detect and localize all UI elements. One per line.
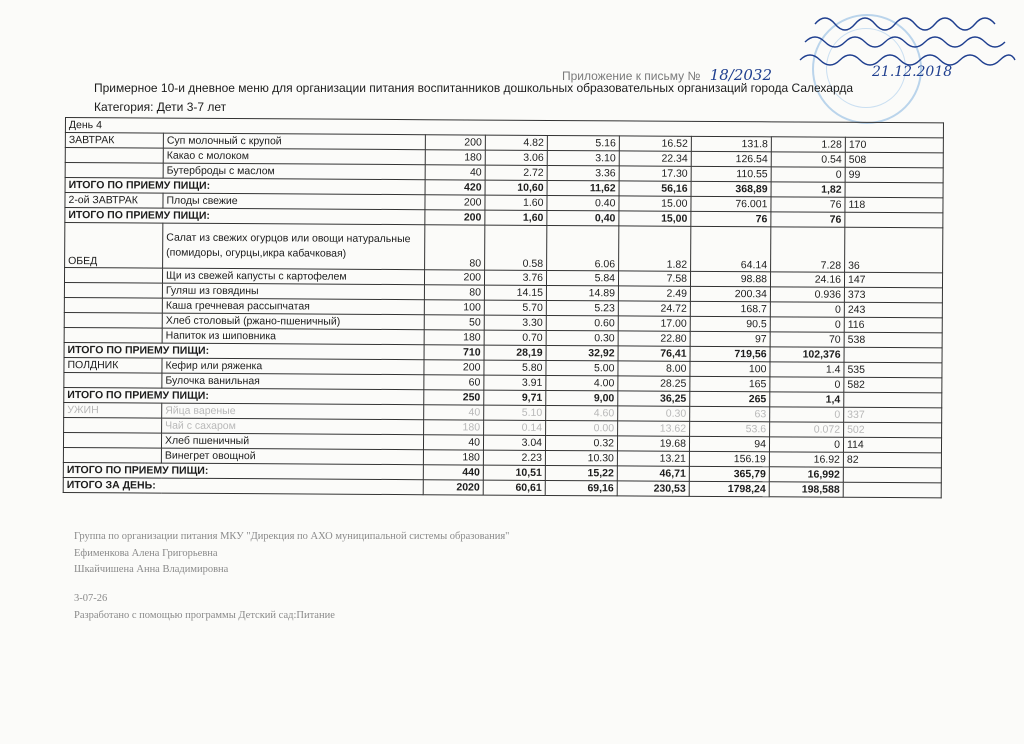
fats-value: 32,92 — [546, 345, 618, 360]
carbs-value: 2.49 — [618, 286, 690, 301]
portion-grams: 420 — [425, 180, 485, 195]
recipe-number: 114 — [843, 437, 941, 453]
fats-value: 5.84 — [546, 270, 618, 285]
meal-name: 2-ой ЗАВТРАК — [65, 193, 163, 209]
recipe-number: 508 — [845, 152, 943, 168]
recipe-number: 535 — [844, 362, 942, 378]
fats-value: 3.36 — [547, 165, 619, 180]
recipe-number: 243 — [844, 302, 942, 318]
recipe-number: 337 — [844, 407, 942, 423]
dish-name: Каша гречневая рассыпчатая — [162, 298, 424, 315]
meal-name: УЖИН — [64, 402, 162, 418]
portion-grams: 100 — [424, 300, 484, 315]
meal-name — [64, 417, 162, 433]
recipe-number: 147 — [844, 272, 942, 288]
fats-value: 6.06 — [547, 225, 619, 270]
dish-name: Бутерброды с маслом — [163, 163, 425, 180]
carbs-value: 15.00 — [619, 196, 691, 211]
carbs-value: 22.34 — [619, 151, 691, 166]
proteins-value: 3.30 — [484, 315, 546, 330]
carbs-value: 1.82 — [619, 226, 691, 271]
carbs-value: 16.52 — [619, 136, 691, 151]
portion-grams: 200 — [425, 210, 485, 225]
meal-total-label: ИТОГО ПО ПРИЕМУ ПИЩИ: — [65, 178, 425, 195]
dish-name: Какао с молоком — [163, 148, 425, 165]
recipe-number: 82 — [843, 452, 941, 468]
portion-grams: 80 — [425, 225, 485, 270]
proteins-value: 4.82 — [485, 135, 547, 150]
fats-value: 9,00 — [546, 390, 618, 405]
proteins-value: 10,51 — [483, 465, 545, 480]
recipe-number: 116 — [844, 317, 942, 333]
recipe-number — [843, 482, 941, 498]
proteins-value: 5.80 — [484, 360, 546, 375]
proteins-value: 3.91 — [484, 375, 546, 390]
fats-value: 5.23 — [546, 300, 618, 315]
energy-value: 94 — [689, 436, 769, 451]
portion-grams: 60 — [424, 375, 484, 390]
proteins-value: 3.06 — [485, 150, 547, 165]
document-title: Примерное 10-и дневное меню для организации питания воспитанников дошкольных образовательных организаций города Салехарда — [94, 81, 854, 95]
recipe-number: 99 — [845, 167, 943, 183]
vitamin-c-value: 76 — [771, 197, 845, 212]
portion-grams: 40 — [424, 405, 484, 420]
carbs-value: 56,16 — [619, 181, 691, 196]
energy-value: 200.34 — [690, 286, 770, 301]
energy-value: 165 — [690, 376, 770, 391]
vitamin-c-value: 198,588 — [769, 482, 843, 497]
meal-name — [64, 282, 162, 298]
fats-value: 5.16 — [547, 135, 619, 150]
carbs-value: 15,00 — [619, 211, 691, 226]
dish-name: Гуляш из говядины — [162, 283, 424, 300]
footer-software: Разработано с помощью программы Детский сад:Питание — [74, 610, 335, 621]
proteins-value: 0.58 — [485, 225, 547, 270]
portion-grams: 180 — [425, 150, 485, 165]
meal-total-label: ИТОГО ПО ПРИЕМУ ПИЩИ: — [64, 387, 424, 404]
energy-value: 76 — [691, 211, 771, 226]
energy-value: 719,56 — [690, 346, 770, 361]
dish-name: Яйца вареные — [162, 403, 424, 420]
dish-name: Салат из свежих огурцов или овощи натуральные (помидоры, огурцы,икра кабачковая) — [163, 223, 425, 270]
meal-name: ОБЕД — [65, 223, 163, 269]
appendix-number-prefix: № — [687, 69, 701, 83]
portion-grams: 180 — [423, 450, 483, 465]
dish-name: Булочка ванильная — [162, 373, 424, 390]
meal-name — [64, 297, 162, 313]
proteins-value: 60,61 — [483, 480, 545, 495]
energy-value: 168.7 — [690, 301, 770, 316]
vitamin-c-value: 0.936 — [770, 287, 844, 302]
dish-name: Винегрет овощной — [161, 448, 423, 465]
vitamin-c-value: 1.4 — [770, 362, 844, 377]
portion-grams: 180 — [424, 420, 484, 435]
proteins-value: 10,60 — [485, 180, 547, 195]
carbs-value: 13.21 — [617, 451, 689, 466]
meal-name — [63, 432, 161, 448]
carbs-value: 13.62 — [618, 421, 690, 436]
menu-item-row — [65, 223, 943, 273]
portion-grams: 80 — [424, 285, 484, 300]
meal-name — [64, 312, 162, 328]
energy-value: 126.54 — [691, 151, 771, 166]
proteins-value: 9,71 — [484, 390, 546, 405]
carbs-value: 230,53 — [617, 481, 689, 496]
vitamin-c-value: 7.28 — [771, 227, 845, 272]
energy-value: 100 — [690, 361, 770, 376]
fats-value: 0.32 — [545, 435, 617, 450]
energy-value: 97 — [690, 331, 770, 346]
dish-name: Чай с сахаром — [162, 418, 424, 435]
energy-value: 53.6 — [690, 421, 770, 436]
portion-grams: 440 — [423, 465, 483, 480]
carbs-value: 76,41 — [618, 346, 690, 361]
menu-table — [63, 117, 944, 498]
carbs-value: 8.00 — [618, 361, 690, 376]
portion-grams: 200 — [424, 360, 484, 375]
meal-total-label: ИТОГО ПО ПРИЕМУ ПИЩИ: — [65, 208, 425, 225]
energy-value: 365,79 — [689, 466, 769, 481]
recipe-number: 170 — [845, 137, 943, 153]
day-label: День 4 — [65, 118, 943, 138]
recipe-number: 118 — [845, 197, 943, 213]
vitamin-c-value: 0 — [770, 302, 844, 317]
vitamin-c-value: 0.072 — [770, 422, 844, 437]
energy-value: 156.19 — [689, 451, 769, 466]
fats-value: 10.30 — [545, 450, 617, 465]
meal-name: ЗАВТРАК — [65, 133, 163, 149]
portion-grams: 200 — [425, 135, 485, 150]
fats-value: 0.00 — [546, 420, 618, 435]
dish-name: Хлеб столовый (ржано-пшеничный) — [162, 313, 424, 330]
portion-grams: 2020 — [423, 480, 483, 495]
dish-name: Хлеб пшеничный — [161, 433, 423, 450]
energy-value: 76.001 — [691, 196, 771, 211]
energy-value: 368,89 — [691, 181, 771, 196]
day-total-label: ИТОГО ЗА ДЕНЬ: — [63, 477, 423, 494]
vitamin-c-value: 16.92 — [769, 452, 843, 467]
fats-value: 15,22 — [545, 465, 617, 480]
portion-grams: 40 — [425, 165, 485, 180]
energy-value: 64.14 — [691, 226, 771, 271]
proteins-value: 0.70 — [484, 330, 546, 345]
fats-value: 0.60 — [546, 315, 618, 330]
carbs-value: 17.00 — [618, 316, 690, 331]
appendix-number: 18/2032 — [709, 66, 773, 84]
proteins-value: 5.10 — [484, 405, 546, 420]
carbs-value: 46,71 — [617, 466, 689, 481]
fats-value: 3.10 — [547, 150, 619, 165]
proteins-value: 5.70 — [484, 300, 546, 315]
energy-value: 110.55 — [691, 166, 771, 181]
meal-name — [64, 372, 162, 388]
energy-value: 265 — [690, 391, 770, 406]
carbs-value: 0.30 — [618, 406, 690, 421]
carbs-value: 36,25 — [618, 391, 690, 406]
footer-author-1: Ефименкова Алена Григорьевна — [74, 548, 218, 559]
portion-grams: 250 — [424, 390, 484, 405]
recipe-number: 582 — [844, 377, 942, 393]
fats-value: 0.30 — [546, 330, 618, 345]
vitamin-c-value: 0 — [770, 407, 844, 422]
fats-value: 5.00 — [546, 360, 618, 375]
meal-name: ПОЛДНИК — [64, 357, 162, 373]
vitamin-c-value: 70 — [770, 332, 844, 347]
recipe-number — [844, 347, 942, 363]
vitamin-c-value: 16,992 — [769, 467, 843, 482]
recipe-number — [845, 182, 943, 198]
recipe-number: 538 — [844, 332, 942, 348]
meal-name — [63, 447, 161, 463]
fats-value: 4.00 — [546, 375, 618, 390]
portion-grams: 200 — [425, 195, 485, 210]
proteins-value: 14.15 — [484, 285, 546, 300]
meal-name — [64, 327, 162, 343]
proteins-value: 2.23 — [483, 450, 545, 465]
recipe-number — [844, 392, 942, 408]
dish-name: Напиток из шиповника — [162, 328, 424, 345]
recipe-number — [843, 467, 941, 483]
proteins-value: 1,60 — [485, 210, 547, 225]
portion-grams: 710 — [424, 345, 484, 360]
proteins-value: 1.60 — [485, 195, 547, 210]
portion-grams: 180 — [424, 330, 484, 345]
portion-grams: 40 — [423, 435, 483, 450]
recipe-number: 36 — [845, 227, 943, 273]
vitamin-c-value: 0 — [769, 437, 843, 452]
vitamin-c-value: 24.16 — [770, 272, 844, 287]
vitamin-c-value: 1,82 — [771, 182, 845, 197]
carbs-value: 19.68 — [617, 436, 689, 451]
energy-value: 131.8 — [691, 136, 771, 151]
vitamin-c-value: 0 — [770, 317, 844, 332]
footer-phone: 3-07-26 — [74, 593, 108, 604]
dish-name: Суп молочный с крупой — [163, 133, 425, 150]
vitamin-c-value: 76 — [771, 212, 845, 227]
carbs-value: 28.25 — [618, 376, 690, 391]
vitamin-c-value: 1,4 — [770, 392, 844, 407]
meal-name — [65, 148, 163, 164]
proteins-value: 0.14 — [484, 420, 546, 435]
dish-name: Кефир или ряженка — [162, 358, 424, 375]
footer-author-2: Шкайчишена Анна Владимировна — [74, 564, 229, 575]
menu-table-body — [63, 118, 943, 498]
meal-total-label: ИТОГО ПО ПРИЕМУ ПИЩИ: — [64, 342, 424, 359]
energy-value: 63 — [690, 406, 770, 421]
fats-value: 0.40 — [547, 195, 619, 210]
portion-grams: 200 — [424, 270, 484, 285]
portion-grams: 50 — [424, 315, 484, 330]
recipe-number — [845, 212, 943, 228]
energy-value: 98.88 — [690, 271, 770, 286]
fats-value: 69,16 — [545, 480, 617, 495]
meal-name — [65, 163, 163, 179]
energy-value: 90.5 — [690, 316, 770, 331]
meal-total-label: ИТОГО ПО ПРИЕМУ ПИЩИ: — [63, 462, 423, 479]
age-category: Категория: Дети 3-7 лет — [94, 100, 227, 114]
carbs-value: 7.58 — [618, 271, 690, 286]
vitamin-c-value: 1.28 — [771, 137, 845, 152]
proteins-value: 28,19 — [484, 345, 546, 360]
carbs-value: 24.72 — [618, 301, 690, 316]
dish-name: Щи из свежей капусты с картофелем — [162, 268, 424, 285]
recipe-number: 502 — [844, 422, 942, 438]
appendix-date: 21.12.2018 — [872, 64, 953, 80]
carbs-value: 22.80 — [618, 331, 690, 346]
fats-value: 4.60 — [546, 405, 618, 420]
energy-value: 1798,24 — [689, 481, 769, 496]
vitamin-c-value: 0 — [771, 167, 845, 182]
dish-name: Плоды свежие — [163, 193, 425, 210]
recipe-number: 373 — [844, 287, 942, 303]
vitamin-c-value: 0.54 — [771, 152, 845, 167]
proteins-value: 3.04 — [483, 435, 545, 450]
fats-value: 11,62 — [547, 180, 619, 195]
proteins-value: 2.72 — [485, 165, 547, 180]
appendix-label: Приложение к письму — [562, 69, 685, 83]
carbs-value: 17.30 — [619, 166, 691, 181]
vitamin-c-value: 0 — [770, 377, 844, 392]
fats-value: 14.89 — [546, 285, 618, 300]
proteins-value: 3.76 — [484, 270, 546, 285]
meal-name — [64, 268, 162, 284]
fats-value: 0,40 — [547, 210, 619, 225]
vitamin-c-value: 102,376 — [770, 347, 844, 362]
footer-organization: Группа по организации питания МКУ "Дирекция по АХО муниципальной системы образования" — [74, 531, 510, 542]
